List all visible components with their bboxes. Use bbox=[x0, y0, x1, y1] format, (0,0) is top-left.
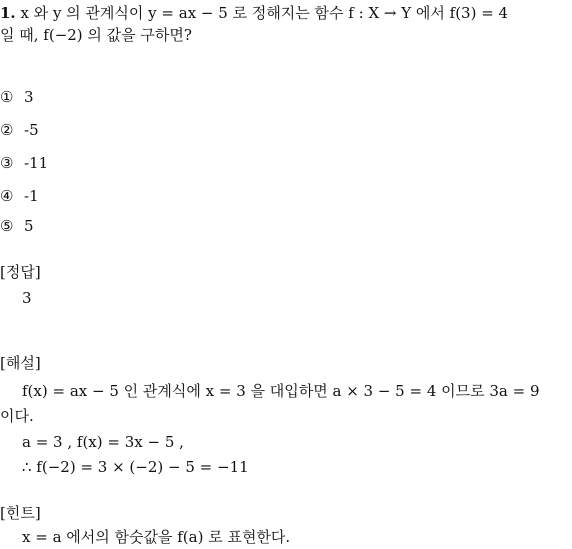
option-marker: ③ bbox=[0, 154, 14, 172]
explanation-heading: [해설] bbox=[0, 354, 41, 372]
hint-line-1: x = a 에서의 함숫값을 f(a) 로 표현한다. bbox=[22, 528, 291, 546]
explanation-line-2: 이다. bbox=[0, 407, 34, 425]
explanation-line-1: f(x) = ax − 5 인 관계식에 x = 3 을 대입하면 a × 3 − 5 = 4 이므로 3a = 9 bbox=[22, 382, 540, 400]
option-1[interactable] bbox=[0, 87, 34, 107]
option-4[interactable] bbox=[0, 186, 39, 206]
question-text-1: x 와 y 의 관계식이 y = ax − 5 로 정해지는 함수 f : X → Y 에서 f(3) = 4 bbox=[20, 4, 509, 22]
explanation-line-4: ∴ f(−2) = 3 × (−2) − 5 = −11 bbox=[22, 458, 249, 476]
question-number: 1. bbox=[0, 4, 16, 22]
option-marker: ④ bbox=[0, 187, 14, 205]
option-5[interactable] bbox=[0, 216, 34, 236]
option-value: -11 bbox=[24, 154, 49, 172]
question-text-2: 일 때, f(−2) 의 값을 구하면? bbox=[0, 26, 192, 44]
option-marker: ① bbox=[0, 88, 14, 106]
option-2[interactable] bbox=[0, 120, 39, 140]
option-value: 3 bbox=[24, 88, 34, 106]
option-marker: ⑤ bbox=[0, 217, 14, 235]
option-3[interactable] bbox=[0, 153, 48, 173]
option-value: -1 bbox=[24, 187, 39, 205]
answer-heading: [정답] bbox=[0, 263, 41, 281]
option-value: 5 bbox=[24, 217, 34, 235]
option-value: -5 bbox=[24, 121, 39, 139]
question-line-1 bbox=[0, 3, 508, 23]
explanation-line-3: a = 3 , f(x) = 3x − 5 , bbox=[22, 433, 184, 451]
hint-heading: [힌트] bbox=[0, 504, 41, 522]
question-line-2 bbox=[0, 25, 192, 45]
answer-value: 3 bbox=[22, 289, 32, 307]
option-marker: ② bbox=[0, 121, 14, 139]
